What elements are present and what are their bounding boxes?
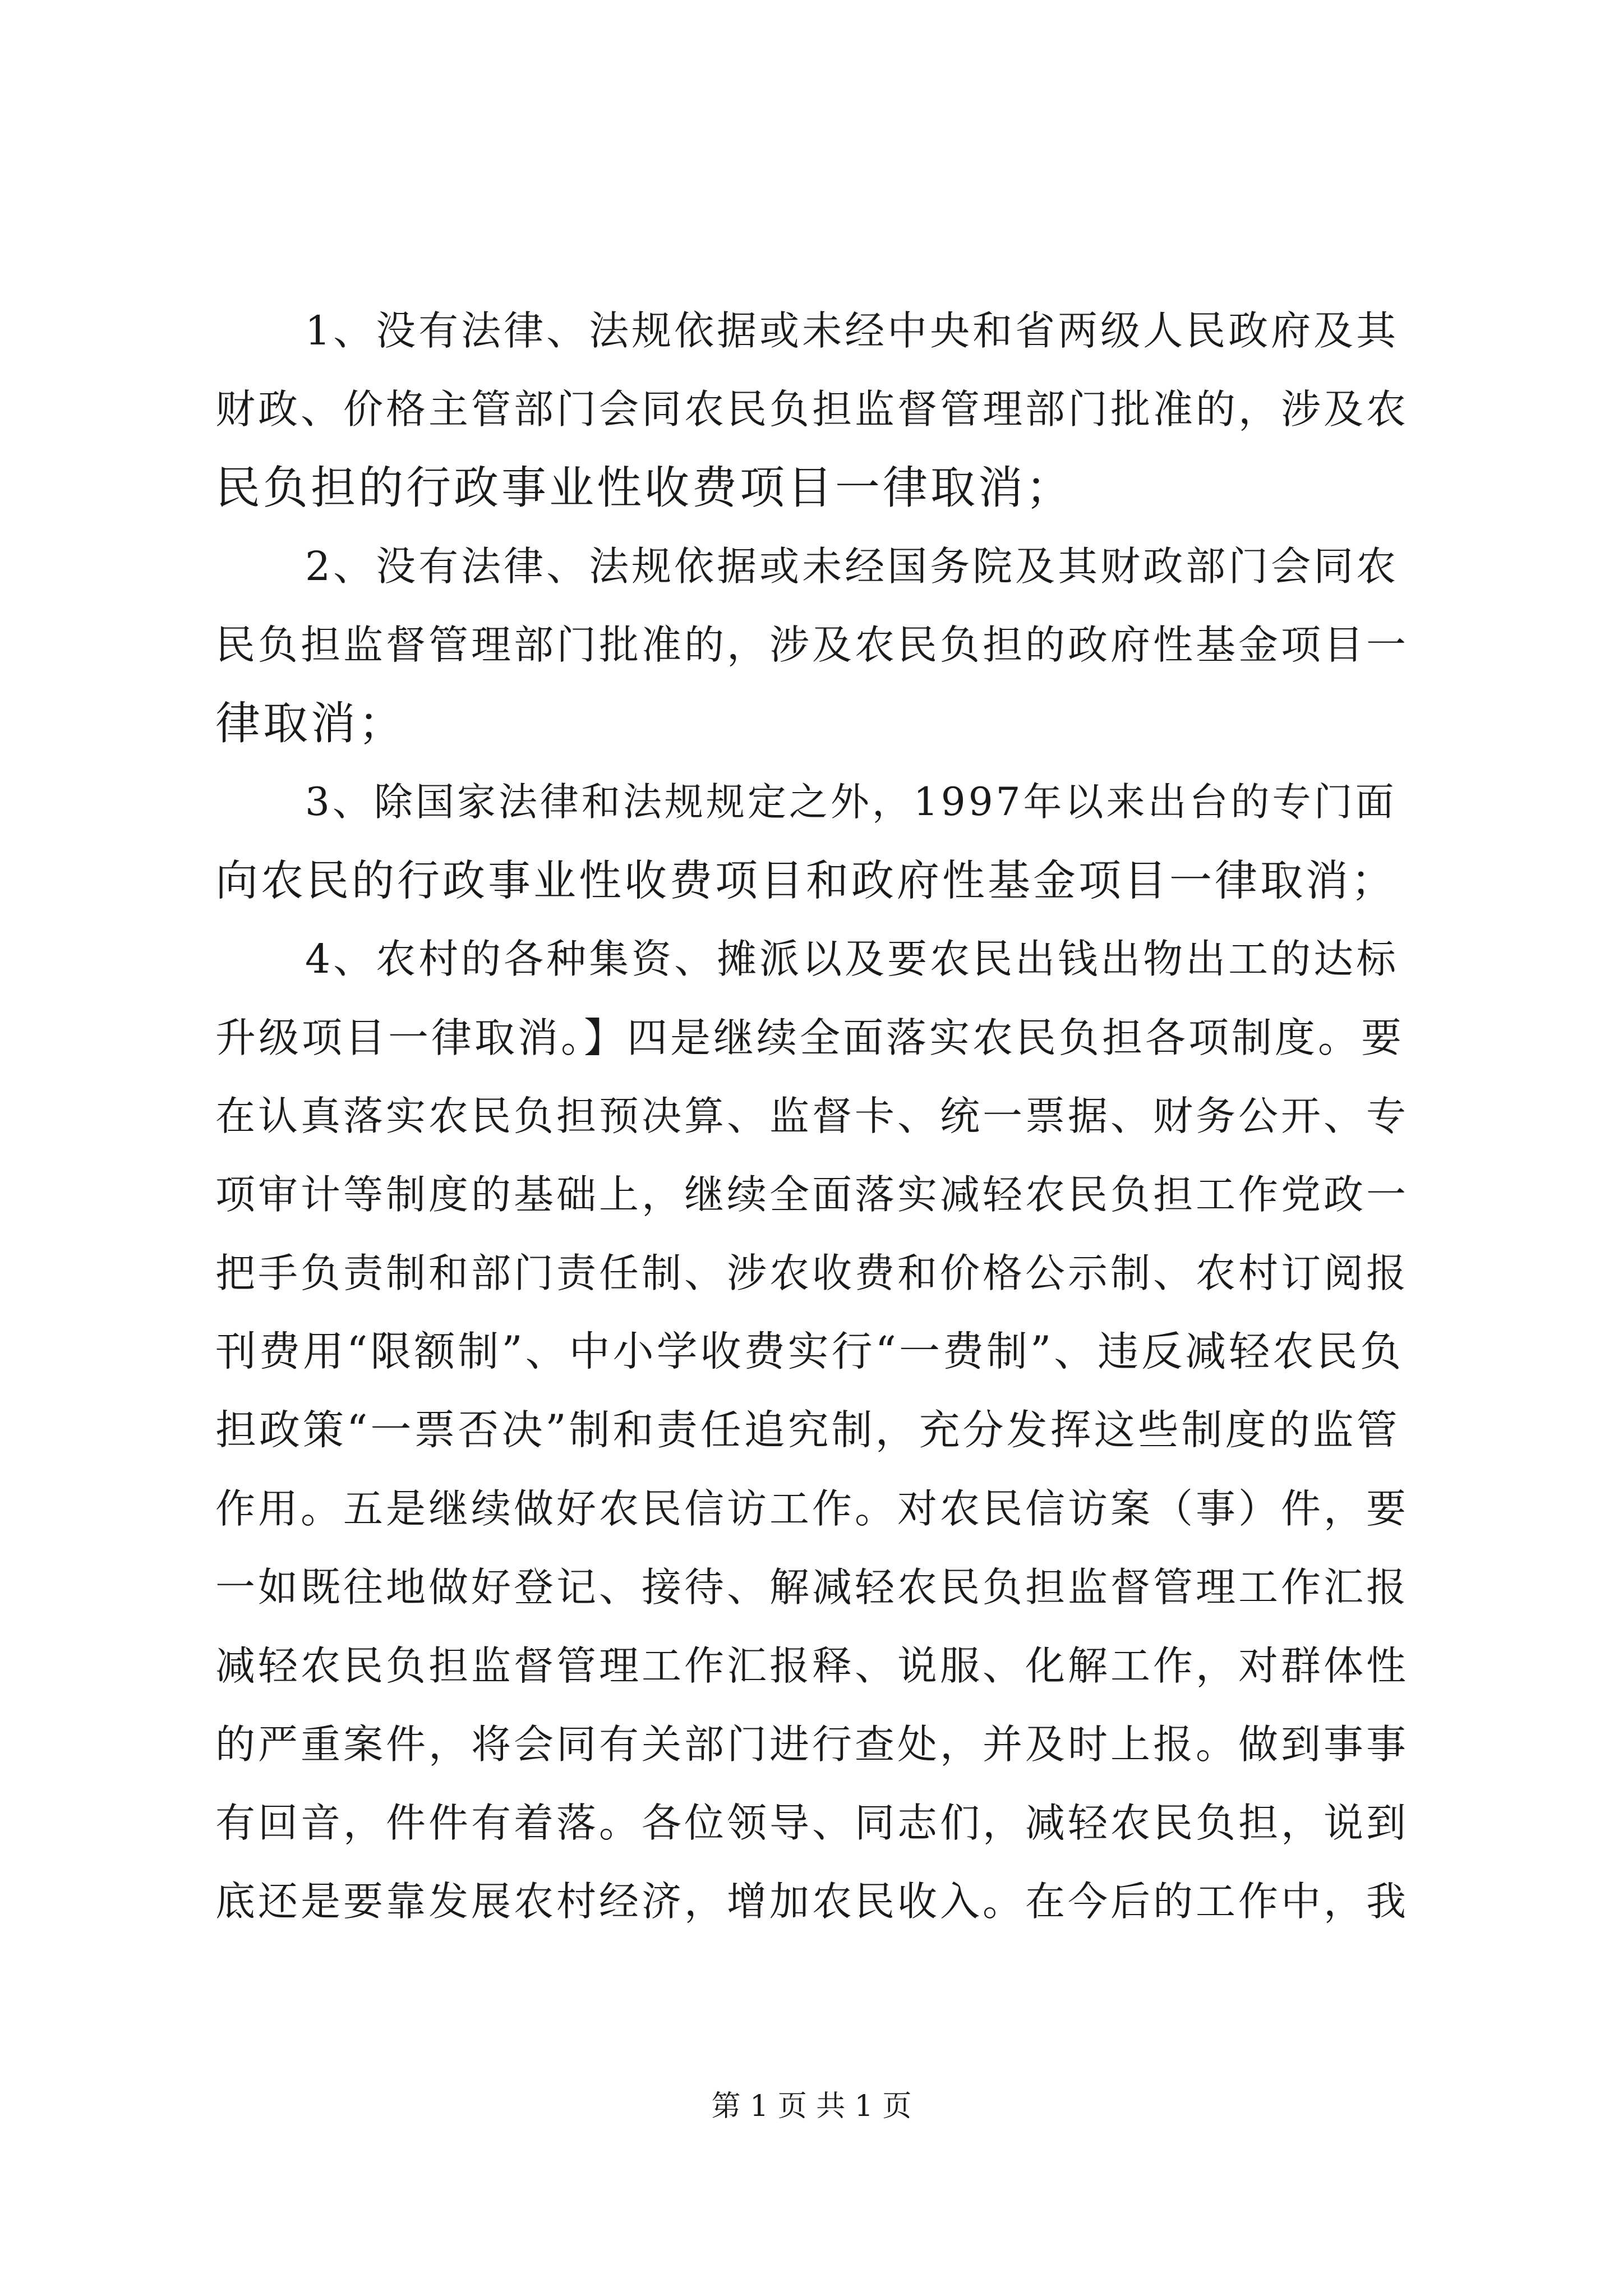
page-footer: 第 1 页 共 1 页 — [711, 2090, 912, 2123]
text-line-11: 在认真落实农民负担预决算、监督卡、统一票据、财务公开、专 — [215, 1093, 1409, 1139]
text-line-14: 刊费用“限额制”、中小学收费实行“一费制”、违反减轻农民负 — [215, 1328, 1404, 1375]
text-line-15: 担政策“一票否决”制和责任追究制，充分发挥这些制度的监管 — [215, 1406, 1400, 1454]
text-line-12: 项审计等制度的基础上，继续全面落实减轻农民负担工作党政一 — [215, 1171, 1409, 1218]
text-line-10: 升级项目一律取消。】四是继续全面落实农民负担各项制度。要 — [215, 1014, 1405, 1061]
text-line-7: 3、除国家法律和法规规定之外，1997年以来出台的专门面 — [305, 780, 1397, 825]
text-line-6: 律取消； — [215, 697, 406, 749]
text-line-5: 民负担监督管理部门批准的，涉及农民负担的政府性基金项目一 — [215, 622, 1409, 668]
text-line-17: 一如既往地做好登记、接待、解减轻农民负担监督管理工作汇报 — [215, 1564, 1409, 1611]
text-line-2: 财政、价格主管部门会同农民负担监督管理部门批准的，涉及农 — [215, 386, 1409, 432]
text-line-13: 把手负责制和部门责任制、涉农收费和价格公示制、农村订阅报 — [215, 1250, 1409, 1296]
text-line-3: 民负担的行政事业性收费项目一律取消； — [215, 462, 1073, 514]
text-line-18: 减轻农民负担监督管理工作汇报释、说服、化解工作，对群体性 — [215, 1642, 1409, 1689]
text-line-16: 作用。五是继续做好农民信访工作。对农民信访案（事）件，要 — [215, 1485, 1409, 1532]
text-line-8: 向农民的行政事业性收费项目和政府性基金项目一律取消； — [215, 855, 1396, 905]
text-line-21: 底还是要靠发展农村经济，增加农民收入。在今后的工作中，我 — [215, 1878, 1409, 1925]
text-line-1: 1、没有法律、法规依据或未经中央和省两级人民政府及其 — [305, 307, 1399, 354]
document-body — [215, 292, 1410, 1941]
text-line-19: 的严重案件，将会同有关部门进行查处，并及时上报。做到事事 — [215, 1721, 1409, 1768]
text-line-9: 4、农村的各种集资、摊派以及要农民出钱出物出工的达标 — [305, 936, 1399, 982]
text-line-20: 有回音，件件有着落。各位领导、同志们，减轻农民负担，说到 — [215, 1800, 1409, 1846]
text-line-4: 2、没有法律、法规依据或未经国务院及其财政部门会同农 — [305, 543, 1399, 590]
